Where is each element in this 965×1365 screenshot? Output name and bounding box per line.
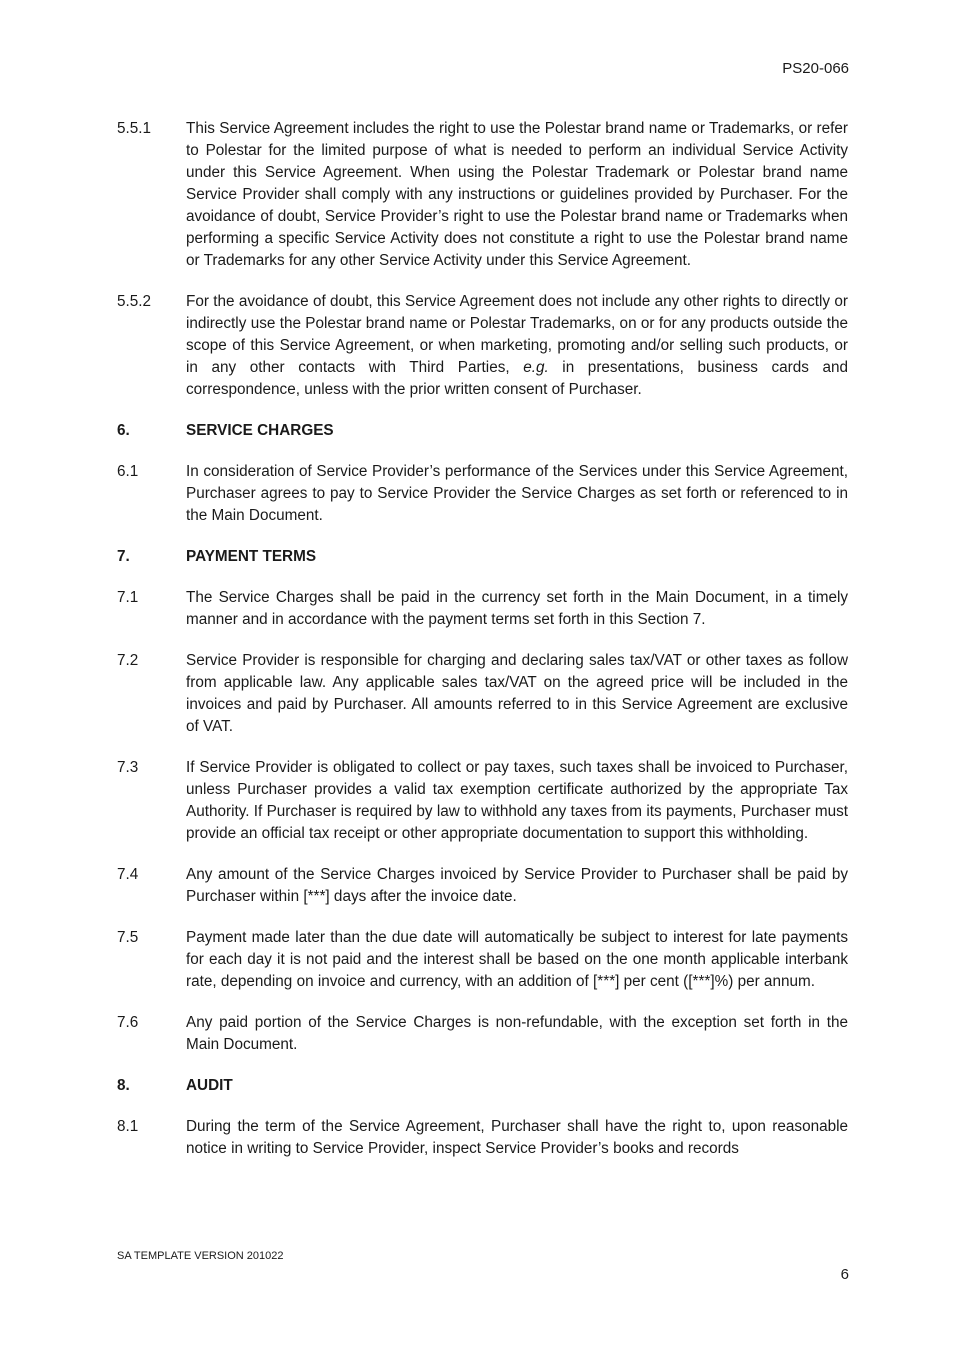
clause-text: In consideration of Service Provider’s performance of the Services under this Service Agreement, Purchaser agrees to pay to Service Provider the Service Charges as set forth or referenced to in the Main Document. (186, 463, 848, 524)
section-number: 7. (117, 548, 130, 565)
clause-5-5-2 (117, 291, 848, 401)
document-reference: PS20-066 (782, 60, 849, 77)
clause-5-5-1 (117, 118, 848, 272)
template-version-footer: SA TEMPLATE VERSION 201022 (117, 1250, 284, 1262)
clause-text (186, 291, 848, 401)
clause-text: During the term of the Service Agreement, Purchaser shall have the right to, upon reasonable notice in writing to Service Provider, inspect Service Provider’s books and records (186, 1118, 848, 1157)
clause-8-1 (117, 1116, 848, 1160)
clause-6-1 (117, 461, 848, 527)
section-number: 6. (117, 422, 130, 439)
clause-7-1 (117, 587, 848, 631)
clause-number: 5.5.1 (117, 120, 152, 137)
clause-number: 7.1 (117, 589, 139, 606)
clause-number: 8.1 (117, 1118, 139, 1135)
section-number: 8. (117, 1077, 130, 1094)
clause-7-6 (117, 1012, 848, 1056)
section-title: SERVICE CHARGES (186, 422, 334, 439)
clause-text-part: For the avoidance of doubt, this Service Agreement does not include any other rights to directly or indirectly use the Polestar brand name or Polestar Trademarks, on or for any products outside the scope of this Service Agreement, or when marketing, promoting and/or selling such products, or in any other contacts with Third Parties, (186, 293, 848, 376)
section-title: PAYMENT TERMS (186, 548, 317, 565)
page-number: 6 (840, 1266, 849, 1283)
clause-7-4 (117, 864, 848, 908)
clause-text-italic: e.g. (523, 359, 549, 376)
clause-7-2 (117, 650, 848, 738)
section-heading-8 (117, 1075, 848, 1097)
clause-text: Payment made later than the due date will automatically be subject to interest for late payments for each day it is not paid and the interest shall be based on the one month applicable interbank rate, depending on invoice and currency, with an addition of [***] per cent ([***]%) per annum. (186, 929, 848, 990)
clause-number: 7.4 (117, 866, 139, 883)
clause-text: The Service Charges shall be paid in the currency set forth in the Main Document, in a timely manner and in accordance with the payment terms set forth in this Section 7. (186, 589, 848, 628)
clause-number: 7.5 (117, 929, 139, 946)
clause-number: 7.6 (117, 1014, 139, 1031)
clause-text: Any paid portion of the Service Charges is non-refundable, with the exception set forth in the Main Document. (186, 1014, 848, 1053)
section-heading-6 (117, 420, 848, 442)
clause-7-5 (117, 927, 848, 993)
clause-7-3 (117, 757, 848, 845)
section-heading-7 (117, 546, 848, 568)
clause-text: Any amount of the Service Charges invoiced by Service Provider to Purchaser shall be paid by Purchaser within [***] days after the invoice date. (186, 866, 848, 905)
clause-text: This Service Agreement includes the right to use the Polestar brand name or Trademarks, or refer to Polestar for the limited purpose of what is needed to perform an individual Service Activity under this Service Agreement. When using the Polestar Trademark or Polestar brand name Service Provider shall comply with any instructions or guidelines provided by Purchaser. For the avoidance of doubt, Service Provider’s right to use the Polestar brand name or Trademarks when performing a specific Service Activity does not constitute a right to use the Polestar brand name or Trademarks for any other Service Activity under this Service Agreement. (186, 120, 848, 269)
section-title: AUDIT (186, 1077, 233, 1094)
clause-number: 6.1 (117, 463, 139, 480)
clause-text: Service Provider is responsible for charging and declaring sales tax/VAT or other taxes as follow from applicable law. Any applicable sales tax/VAT on the agreed price will be included in the invoices and paid by Purchaser. All amounts referred to in this Service Agreement are exclusive of VAT. (186, 652, 848, 735)
clause-number: 7.3 (117, 759, 139, 776)
document-body (117, 118, 848, 1179)
clause-number: 5.5.2 (117, 293, 152, 310)
clause-text: If Service Provider is obligated to collect or pay taxes, such taxes shall be invoiced to Purchaser, unless Purchaser provides a valid tax exemption certificate authorized by the appropriate Tax Authority. If Purchaser is required by law to withhold any taxes from its payments, Purchaser must provide an official tax receipt or other appropriate documentation to support this withholding. (186, 759, 848, 842)
clause-number: 7.2 (117, 652, 139, 669)
clause-text-part: in presentations, business cards and correspondence, unless with the prior written consent of Purchaser. (186, 359, 848, 398)
